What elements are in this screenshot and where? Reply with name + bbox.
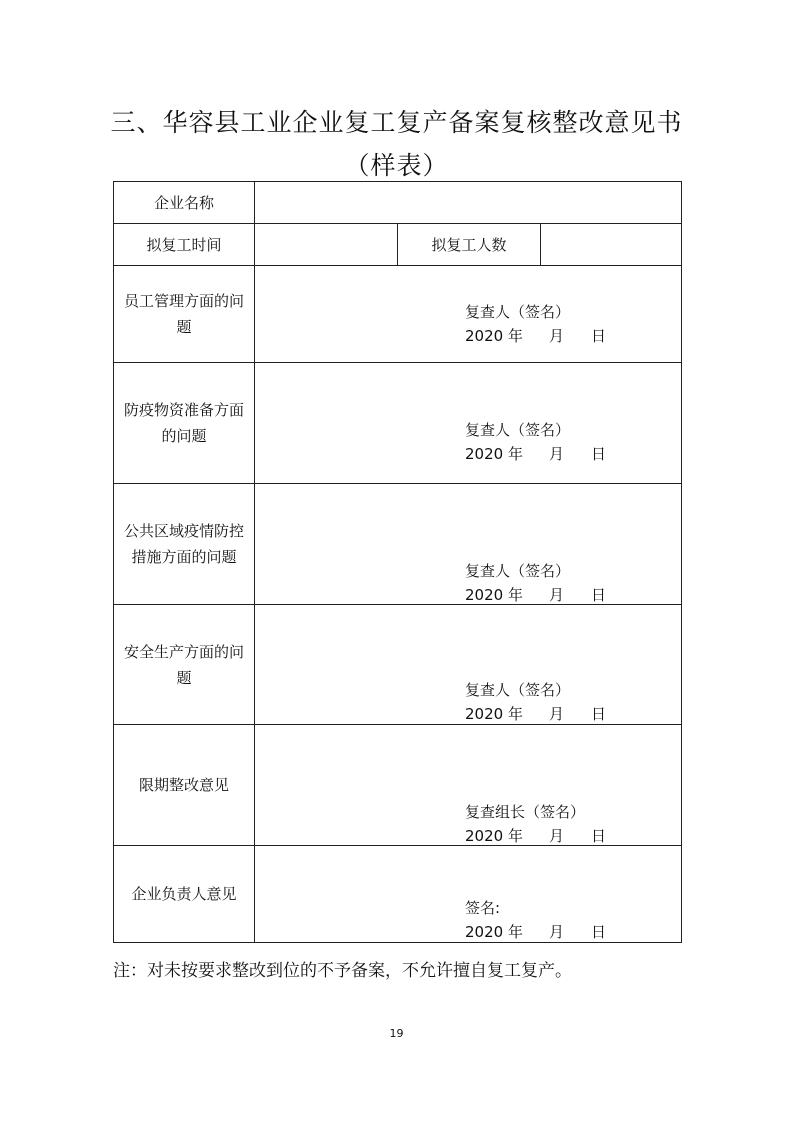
section-label xyxy=(114,266,255,363)
planned-count-label: 拟复工人数 xyxy=(398,224,541,266)
section-content[interactable] xyxy=(255,484,682,605)
section-label xyxy=(114,846,255,943)
date-year: 2020 年 xyxy=(465,923,523,941)
section-label-text: 员工管理方面的问题 xyxy=(124,292,245,336)
row-company-name xyxy=(114,182,682,224)
section-content[interactable] xyxy=(255,605,682,725)
section-label xyxy=(114,605,255,725)
section-label-text: 安全生产方面的问题 xyxy=(124,642,245,687)
row-epidemic-supplies xyxy=(114,363,682,484)
date-year: 2020 年 xyxy=(465,827,523,845)
date-month: 月 xyxy=(549,445,565,463)
section-content[interactable] xyxy=(255,846,682,943)
section-label-text: 限期整改意见 xyxy=(138,776,229,794)
row-safety-production xyxy=(114,605,682,725)
signer-label: 复查人（签名） xyxy=(465,562,571,580)
planned-count-field[interactable] xyxy=(541,224,682,266)
section-label-text: 企业负责人意见 xyxy=(131,885,237,903)
date-month: 月 xyxy=(549,586,565,604)
date-day: 日 xyxy=(591,445,607,463)
section-content[interactable] xyxy=(255,725,682,846)
date-month: 月 xyxy=(549,827,565,845)
section-content[interactable] xyxy=(255,363,682,484)
footnote: 注：对未按要求整改到位的不予备案，不允许擅自复工复产。 xyxy=(113,961,572,981)
signer-label: 复查人（签名） xyxy=(465,681,571,699)
section-label xyxy=(114,363,255,484)
date-month: 月 xyxy=(549,327,565,345)
section-label xyxy=(114,725,255,846)
signer-label: 复查组长（签名） xyxy=(465,803,586,821)
company-name-field[interactable] xyxy=(255,182,682,224)
row-rectification-opinion xyxy=(114,725,682,846)
date-day: 日 xyxy=(591,327,607,345)
signer-label: 复查人（签名） xyxy=(465,421,571,439)
row-public-area-control xyxy=(114,484,682,605)
date-year: 2020 年 xyxy=(465,445,523,463)
signer-label: 复查人（签名） xyxy=(465,303,571,321)
review-form-table xyxy=(113,181,682,943)
date-year: 2020 年 xyxy=(465,327,523,345)
row-staff-management xyxy=(114,266,682,363)
date-day: 日 xyxy=(591,827,607,845)
planned-time-label: 拟复工时间 xyxy=(114,224,255,266)
document-subtitle: （样表） xyxy=(344,151,449,180)
section-label xyxy=(114,484,255,605)
date-day: 日 xyxy=(591,586,607,604)
date-day: 日 xyxy=(591,705,607,723)
section-label-text: 防疫物资准备方面的问题 xyxy=(124,401,245,445)
date-month: 月 xyxy=(549,923,565,941)
row-planned xyxy=(114,224,682,266)
date-month: 月 xyxy=(549,705,565,723)
section-content[interactable] xyxy=(255,266,682,363)
row-company-head-opinion xyxy=(114,846,682,943)
signer-label: 签名: xyxy=(465,899,501,917)
date-year: 2020 年 xyxy=(465,705,523,723)
section-label-text: 公共区域疫情防控措施方面的问题 xyxy=(124,522,245,566)
page-number: 19 xyxy=(389,1027,404,1040)
document-title: 三、华容县工业企业复工复产备案复核整改意见书 xyxy=(110,108,683,137)
date-year: 2020 年 xyxy=(465,586,523,604)
company-name-label: 企业名称 xyxy=(114,182,255,224)
date-day: 日 xyxy=(591,923,607,941)
planned-time-field[interactable] xyxy=(255,224,398,266)
